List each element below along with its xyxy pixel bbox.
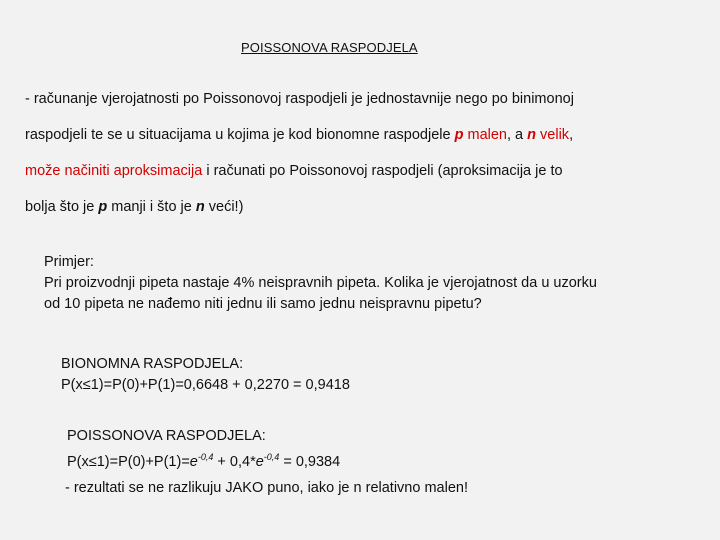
formula-part: + 0,4* <box>213 454 256 470</box>
intro-text: manji i što je <box>107 199 196 215</box>
formula-part: = 0,9384 <box>279 454 341 470</box>
velik-text: velik <box>536 127 570 143</box>
binomial-heading: BIONOMNA RASPODJELA: <box>61 356 244 372</box>
binomial-formula: P(x≤1)=P(0)+P(1)=0,6648 + 0,2270 = 0,9418 <box>61 377 350 393</box>
var-p: p <box>454 127 464 143</box>
exponent: -0,4 <box>263 452 280 462</box>
conclusion: - rezultati se ne razlikuju JAKO puno, iako je n relativno malen! <box>65 480 468 496</box>
intro-line-1: - računanje vjerojatnosti po Poissonovoj raspodjeli je jednostavnije nego po binimonoj <box>25 91 574 107</box>
example-line-1: Pri proizvodnji pipeta nastaje 4% neispravnih pipeta. Kolika je vjerojatnost da u uzorku <box>44 275 597 291</box>
intro-text: veći!) <box>204 199 244 215</box>
var-n: n <box>195 199 205 215</box>
intro-line-2 <box>25 123 715 147</box>
var-n: n <box>527 127 537 143</box>
poisson-heading: POISSONOVA RASPODJELA: <box>67 428 266 444</box>
intro-text: raspodjeli te se u situacijama u kojima je kod bionomne raspodjele <box>25 127 455 143</box>
poisson-formula <box>67 447 340 473</box>
intro-text: , a <box>507 127 528 143</box>
exponent: -0,4 <box>197 452 214 462</box>
formula-part: P(x≤1)=P(0)+P(1)= <box>67 454 190 470</box>
example-line-2: od 10 pipeta ne nađemo niti jednu ili samo jednu neispravnu pipetu? <box>44 296 482 312</box>
malen-text: malen <box>463 127 507 143</box>
slide-title: POISSONOVA RASPODJELA <box>241 40 418 55</box>
euler-e: e <box>189 454 198 470</box>
poisson-block <box>67 426 340 473</box>
binomial-block <box>61 354 350 396</box>
var-p: p <box>98 199 108 215</box>
intro-text: bolja što je <box>25 199 99 215</box>
intro-text: , <box>569 127 574 143</box>
intro-text: i računati po Poissonovoj raspodjeli (aproksimacija je to <box>202 163 563 179</box>
example-block <box>44 252 597 315</box>
example-heading: Primjer: <box>44 254 94 270</box>
intro-paragraph <box>25 87 715 231</box>
approximation-text: može načiniti aproksimacija <box>25 163 203 179</box>
intro-line-3 <box>25 159 715 183</box>
intro-line-4 <box>25 195 715 219</box>
euler-e: e <box>255 454 264 470</box>
